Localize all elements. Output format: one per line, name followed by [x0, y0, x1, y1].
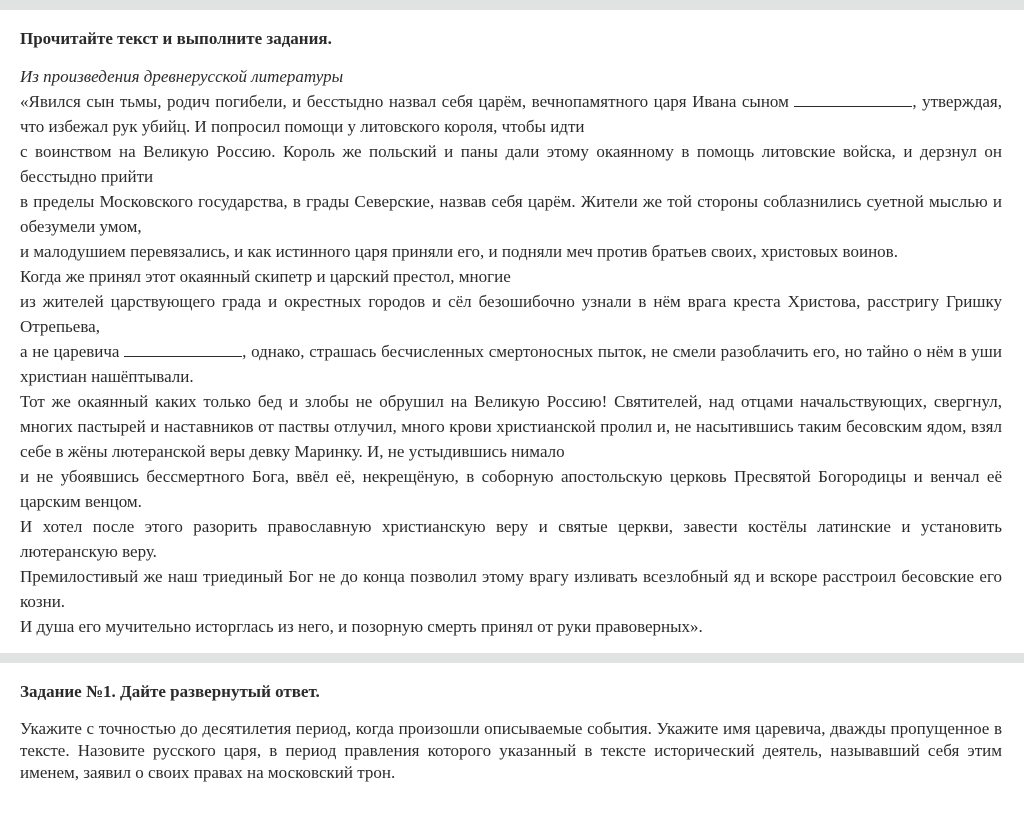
passage-paragraph: Тот же окаянный каких только бед и злобы не обрушил на Великую Россию! Святителей, над отцами начальствующих, свергнул, многих пастырей и наставников от паствы отлучил, много крови христианской пролил и, не насытившись таким бесовским ядом, взял себе в жёны лютеранской веры девку Маринку. И, не устыдившись нимало [20, 392, 1002, 461]
passage-paragraph: в пределы Московского государства, в грады Северские, назвав себя царём. Жители же той стороны соблазнились суетной мыслью и обезумели умом, [20, 192, 1002, 236]
section-divider [0, 653, 1024, 663]
passage-paragraph [20, 339, 1002, 389]
passage-paragraph: И душа его мучительно исторглась из него, и позорную смерть принял от руки правоверных». [20, 617, 703, 636]
task-title: Задание №1. Дайте развернутый ответ. [20, 682, 320, 701]
source-subtitle: Из произведения древнерусской литературы [20, 67, 344, 86]
passage-text [20, 89, 1002, 639]
reading-section [0, 10, 1024, 653]
task-section [0, 663, 1024, 784]
passage-text-span: , [912, 92, 917, 111]
passage-paragraph: и малодушием перевязались, и как истинного царя приняли его, и подняли меч против братьев своих, христовых воинов. [20, 242, 898, 261]
top-divider [0, 0, 1024, 10]
passage-text-span: утверждая, что избежал рук убийц. И попросил помощи у литовского короля, чтобы идти [20, 92, 1002, 136]
passage-paragraph: Премилостивый же наш триединый Бог не до конца позволил этому врагу изливать всезлобный яд и вскоре расстроил бесовские его козни. [20, 567, 1002, 611]
instructions-heading: Прочитайте текст и выполните задания. [20, 29, 332, 48]
answer-blank [124, 341, 242, 357]
passage-paragraph: И хотел после этого разорить православную христианскую веру и святые церкви, завести костёлы латинские и установить лютеранскую веру. [20, 517, 1002, 561]
passage-paragraph [20, 89, 1002, 139]
passage-text-span: , однако, страшась бесчисленных смертоносных пыток, не смели разоблачить его, но тайно о нём в уши христиан нашёптывали. [20, 342, 1002, 386]
passage-text-span: а не царевича [20, 342, 120, 361]
passage-paragraph: и не убоявшись бессмертного Бога, ввёл её, некрещёную, в соборную апостольскую церковь Пресвятой Богородицы и венчал её царским венцом. [20, 467, 1002, 511]
passage-paragraph: Когда же принял этот окаянный скипетр и царский престол, многие [20, 267, 511, 286]
passage-paragraph: с воинством на Великую Россию. Король же польский и паны дали этому окаянному в помощь литовские войска, и дерзнул он бесстыдно прийти [20, 142, 1002, 186]
passage-paragraph: из жителей царствующего града и окрестных городов и сёл безошибочно узнали в нём врага креста Христова, расстригу Гришку Отрепьева, [20, 292, 1002, 336]
passage-text-span: «Явился сын тьмы, родич погибели, и бесстыдно назвал себя царём, вечнопамятного царя Ивана сыном [20, 92, 789, 111]
answer-blank [794, 91, 912, 107]
task-text: Укажите с точностью до десятилетия период, когда произошли описываемые события. Укажите имя царевича, дважды пропущенное в тексте. Назовите русского царя, в период правления которого указанный в тексте исторический деятель, называвший себя этим именем, заявил о своих правах на московский трон. [20, 719, 1002, 782]
